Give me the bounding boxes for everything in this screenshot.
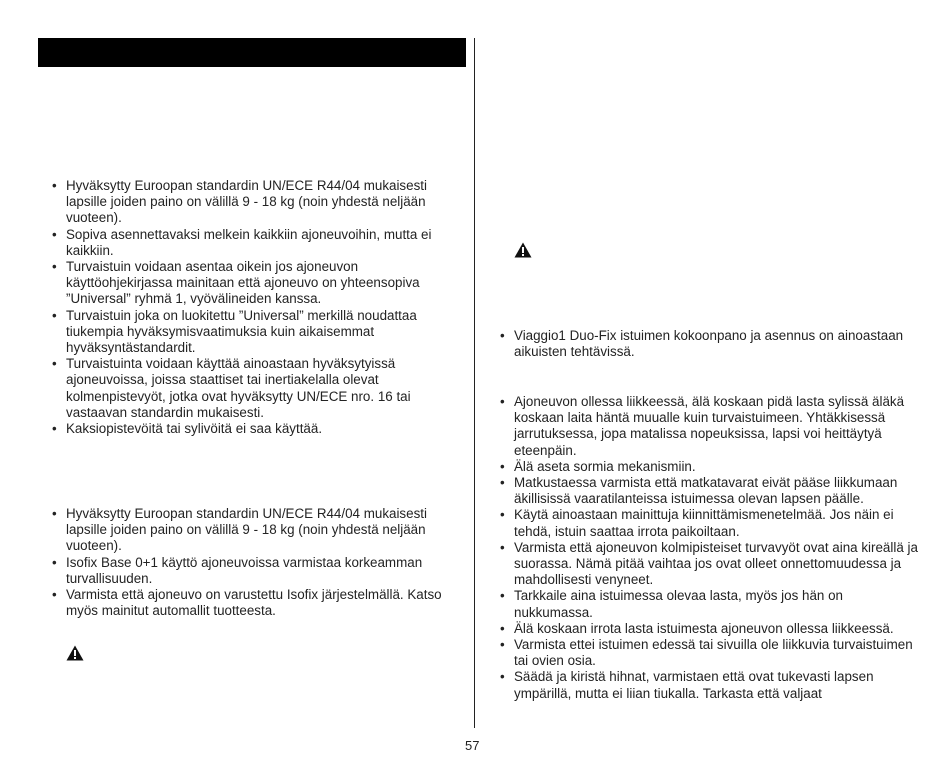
list-item: • Älä koskaan irrota lasta istuimesta ajoneuvon ollessa liikkeessä. <box>500 621 920 637</box>
list-item: • Sopiva asennettavaksi melkein kaikkiin ajoneuvoihin, mutta ei kaikkiin. <box>52 227 468 259</box>
list-item: • Säädä ja kiristä hihnat, varmistaen että ovat tukevasti lapsen ympärillä, mutta ei liian tiukalla. Tarkasta että valjaat <box>500 669 920 701</box>
page-number: 57 <box>465 738 480 753</box>
list-item: • Matkustaessa varmista että matkatavarat eivät pääse liikkumaan äkillisissä vaaratilanteissa istuimessa olevan lapsen päälle. <box>500 475 920 507</box>
list-item: • Hyväksytty Euroopan standardin UN/ECE R44/04 mukaisesti lapsille joiden paino on välillä 9 - 18 kg (noin yhdestä neljään vuoteen). <box>52 506 468 555</box>
list-item: • Hyväksytty Euroopan standardin UN/ECE R44/04 mukaisesti lapsille joiden paino on välillä 9 - 18 kg (noin yhdestä neljään vuoteen). <box>52 178 468 227</box>
list-item: • Varmista että ajoneuvon kolmipisteiset turvavyöt ovat aina kireällä ja suorassa. Nämä pitää vaihtaa jos ovat olleet onnettomuudessa ja mahdollisesti venyneet. <box>500 540 920 589</box>
list-item: • Isofix Base 0+1 käyttö ajoneuvoissa varmistaa korkeamman turvallisuuden. <box>52 555 468 587</box>
right-list-1 <box>500 328 920 360</box>
list-item: • Ajoneuvon ollessa liikkeessä, älä koskaan pidä lasta sylissä äläkä koskaan laita häntä muualle kuin turvaistuimeen. Yhtäkkisessä jarrutuksessa, jopa matalissa nopeuksissa, lapsi voi heittäytyä eteenpäin. <box>500 394 920 459</box>
list-item: • Tarkkaile aina istuimessa olevaa lasta, myös jos hän on nukkumassa. <box>500 588 920 620</box>
right-list-2 <box>500 394 920 702</box>
list-item: • Viaggio1 Duo-Fix istuimen kokoonpano ja asennus on ainoastaan aikuisten tehtävissä. <box>500 328 920 360</box>
left-list-1 <box>52 178 468 437</box>
left-list-2 <box>52 506 468 619</box>
warning-triangle-icon <box>66 645 84 661</box>
section-header-bar <box>38 38 466 67</box>
list-item: • Varmista että ajoneuvo on varustettu Isofix järjestelmällä. Katso myös mainitut automallit tuotteesta. <box>52 587 468 619</box>
warning-triangle-icon <box>514 242 532 258</box>
list-item: • Turvaistuin joka on luokitettu ”Universal” merkillä noudattaa tiukempia hyväksymisvaatimuksia kuin aikaisemmat hyväksyntästandardit. <box>52 308 468 357</box>
list-item: • Älä aseta sormia mekanismiin. <box>500 459 920 475</box>
list-item: • Käytä ainoastaan mainittuja kiinnittämismenetelmää. Jos näin ei tehdä, istuin saattaa irrota paikoiltaan. <box>500 507 920 539</box>
list-item: • Turvaistuin voidaan asentaa oikein jos ajoneuvon käyttöohjekirjassa mainitaan että ajoneuvo on yhteensopiva ”Universal” ryhmä 1, vyövälineiden kanssa. <box>52 259 468 308</box>
list-item: • Turvaistuinta voidaan käyttää ainoastaan hyväksytyissä ajoneuvoissa, joissa staattiset tai inertiakelalla olevat kolmenpistevyöt, jotka ovat hyväksytty UN/ECE nro. 16 tai vastaavan standardin mukaisesti. <box>52 356 468 421</box>
column-divider <box>474 38 475 728</box>
list-item: • Kaksiopistevöitä tai sylivöitä ei saa käyttää. <box>52 421 468 437</box>
list-item: • Varmista ettei istuimen edessä tai sivuilla ole liikkuvia turvaistuimen tai ovien osia. <box>500 637 920 669</box>
